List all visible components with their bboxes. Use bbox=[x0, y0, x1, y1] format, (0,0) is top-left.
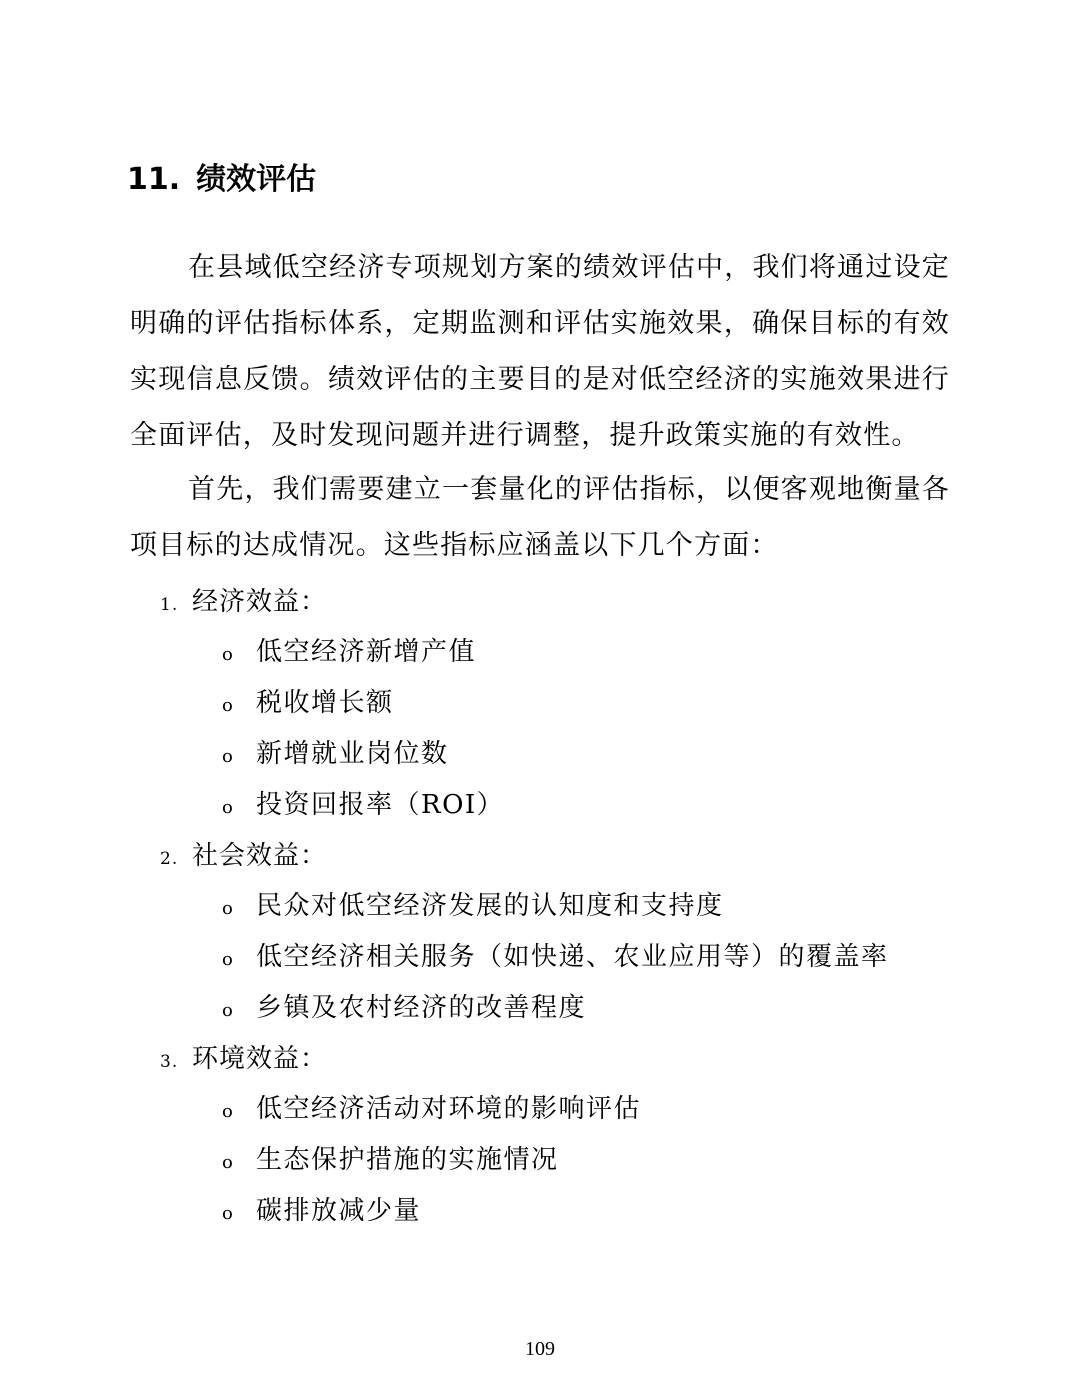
list-category bbox=[160, 582, 327, 625]
category-label: 环境效益： bbox=[192, 1044, 328, 1074]
list-item-text: 生态保护措施的实施情况 bbox=[256, 1145, 559, 1175]
bullet-icon: o bbox=[222, 1203, 235, 1224]
list-item bbox=[222, 886, 724, 929]
list-item bbox=[222, 632, 476, 675]
list-item bbox=[222, 785, 504, 828]
category-number: 3. bbox=[160, 1052, 179, 1072]
list-item bbox=[222, 1089, 641, 1132]
bullet-icon: o bbox=[222, 1000, 235, 1021]
category-label: 经济效益： bbox=[192, 587, 328, 617]
bullet-icon: o bbox=[222, 1152, 235, 1173]
list-item bbox=[222, 1140, 559, 1183]
category-number: 1. bbox=[160, 595, 179, 615]
paragraph: 在县域低空经济专项规划方案的绩效评估中，我们将通过设定明确的评估指标体系，定期监测和评估实施效果，确保目标的有效实现信息反馈。绩效评估的主要目的是对低空经济的实施效果进行全面评估，及时发现问题并进行调整，提升政策实施的有效性。 bbox=[130, 252, 950, 451]
bullet-icon: o bbox=[222, 746, 235, 767]
paragraph: 首先，我们需要建立一套量化的评估指标，以便客观地衡量各项目标的达成情况。这些指标应涵盖以下几个方面： bbox=[130, 474, 950, 561]
bullet-icon: o bbox=[222, 898, 235, 919]
bullet-icon: o bbox=[222, 695, 235, 716]
list-item bbox=[222, 937, 889, 980]
list-item-text: 低空经济相关服务（如快递、农业应用等）的覆盖率 bbox=[256, 942, 889, 972]
list-item-text: 碳排放减少量 bbox=[256, 1196, 422, 1226]
list-item-text: 新增就业岗位数 bbox=[256, 739, 449, 769]
list-item-text: 税收增长额 bbox=[256, 688, 394, 718]
section-heading bbox=[127, 157, 316, 203]
bullet-icon: o bbox=[222, 644, 235, 665]
list-item bbox=[222, 734, 449, 777]
list-category bbox=[160, 836, 327, 879]
list-item bbox=[222, 1191, 421, 1234]
section-number: 11. bbox=[127, 162, 181, 197]
category-number: 2. bbox=[160, 849, 179, 869]
list-item bbox=[222, 683, 394, 726]
list-item-text: 乡镇及农村经济的改善程度 bbox=[256, 993, 587, 1023]
bullet-icon: o bbox=[222, 1101, 235, 1122]
list-item-text: 民众对低空经济发展的认知度和支持度 bbox=[256, 891, 724, 921]
list-item-text: 低空经济活动对环境的影响评估 bbox=[256, 1094, 642, 1124]
category-label: 社会效益： bbox=[192, 841, 328, 871]
list-item-text: 投资回报率（ROI） bbox=[256, 790, 505, 820]
list-category bbox=[160, 1039, 327, 1082]
list-item-text: 低空经济新增产值 bbox=[256, 637, 477, 667]
section-title: 绩效评估 bbox=[196, 162, 317, 197]
bullet-icon: o bbox=[222, 797, 235, 818]
list-item bbox=[222, 988, 586, 1031]
bullet-icon: o bbox=[222, 949, 235, 970]
page-number: 109 bbox=[525, 1338, 555, 1360]
